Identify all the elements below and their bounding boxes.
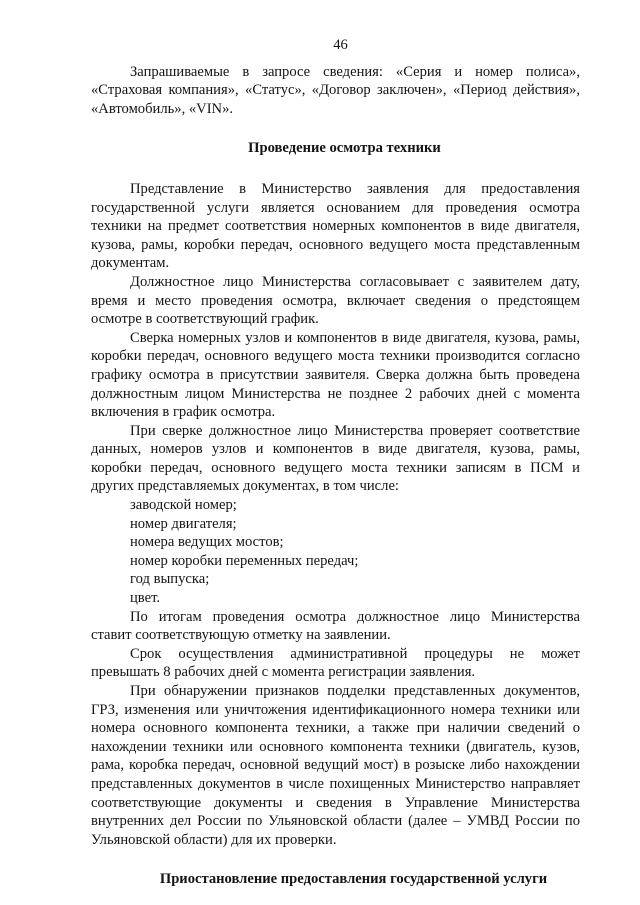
page-number: 46 [333,37,348,53]
check-items-list [91,496,580,608]
paragraph: Представление в Министерство заявления для предоставления государственной услуги является основанием для проведения осмотра техники на предмет соответствия номерных компонентов в виде двигателя, кузова, рамы, коробки передач, основного ведущего моста представленным документам. [91,180,580,272]
list-item: год выпуска; [130,571,210,588]
paragraph: По итогам проведения осмотра должностное лицо Министерства ставит соответствующую отметку на заявлении. [91,608,580,644]
section-heading-inspection: Проведение осмотра техники [248,140,441,157]
list-item: цвет. [130,590,161,607]
list-item: заводской номер; [130,497,237,514]
paragraph: При обнаружении признаков подделки представленных документов, ГРЗ, изменения или уничтожения идентификационного номера техники или номера основного компонента техники, а также при наличии сведений о нахождении техники или основного компонента техники (двигатель, кузов, рама, коробка передач, основной ведущий мост) в розыске либо нахождении представленных документов в числе похищенных Министерство направляет соответствующие документы и сведения в Управление Министерства внутренних дел России по Ульяновской области (далее – УМВД России по Ульяновской области) для их проверки. [91,683,580,848]
list-item: номер двигателя; [130,515,237,532]
list-item: номер коробки переменных передач; [130,552,359,569]
paragraph: Сверка номерных узлов и компонентов в виде двигателя, кузова, рамы, коробки передач, основного ведущего моста техники производится согласно графику осмотра в присутствии заявителя. Сверка должна быть проведена должностным лицом Министерства не позднее 2 рабочих дней с момента включения в график осмотра. [91,329,580,421]
paragraph: При сверке должностное лицо Министерства проверяет соответствие данных, номеров узлов и компонентов в виде двигателя, кузова, рамы, коробки передач, основного ведущего моста техники записям в ПСМ и других представляемых документах, в том числе: [91,422,580,495]
paragraph: Срок осуществления административной процедуры не может превышать 8 рабочих дней с момента регистрации заявления. [91,645,580,681]
paragraph: Должностное лицо Министерства согласовывает с заявителем дату, время и место проведения осмотра, включает сведения о предстоящем осмотре в соответствующий график. [91,273,580,328]
list-item: номера ведущих мостов; [130,534,284,551]
intro-paragraph: Запрашиваемые в запросе сведения: «Серия и номер полиса», «Страховая компания», «Статус», «Договор заключен», «Период действия», «Автомобиль», «VIN». [91,63,580,117]
section-heading-suspension: Приостановление предоставления государственной услуги [159,871,548,888]
